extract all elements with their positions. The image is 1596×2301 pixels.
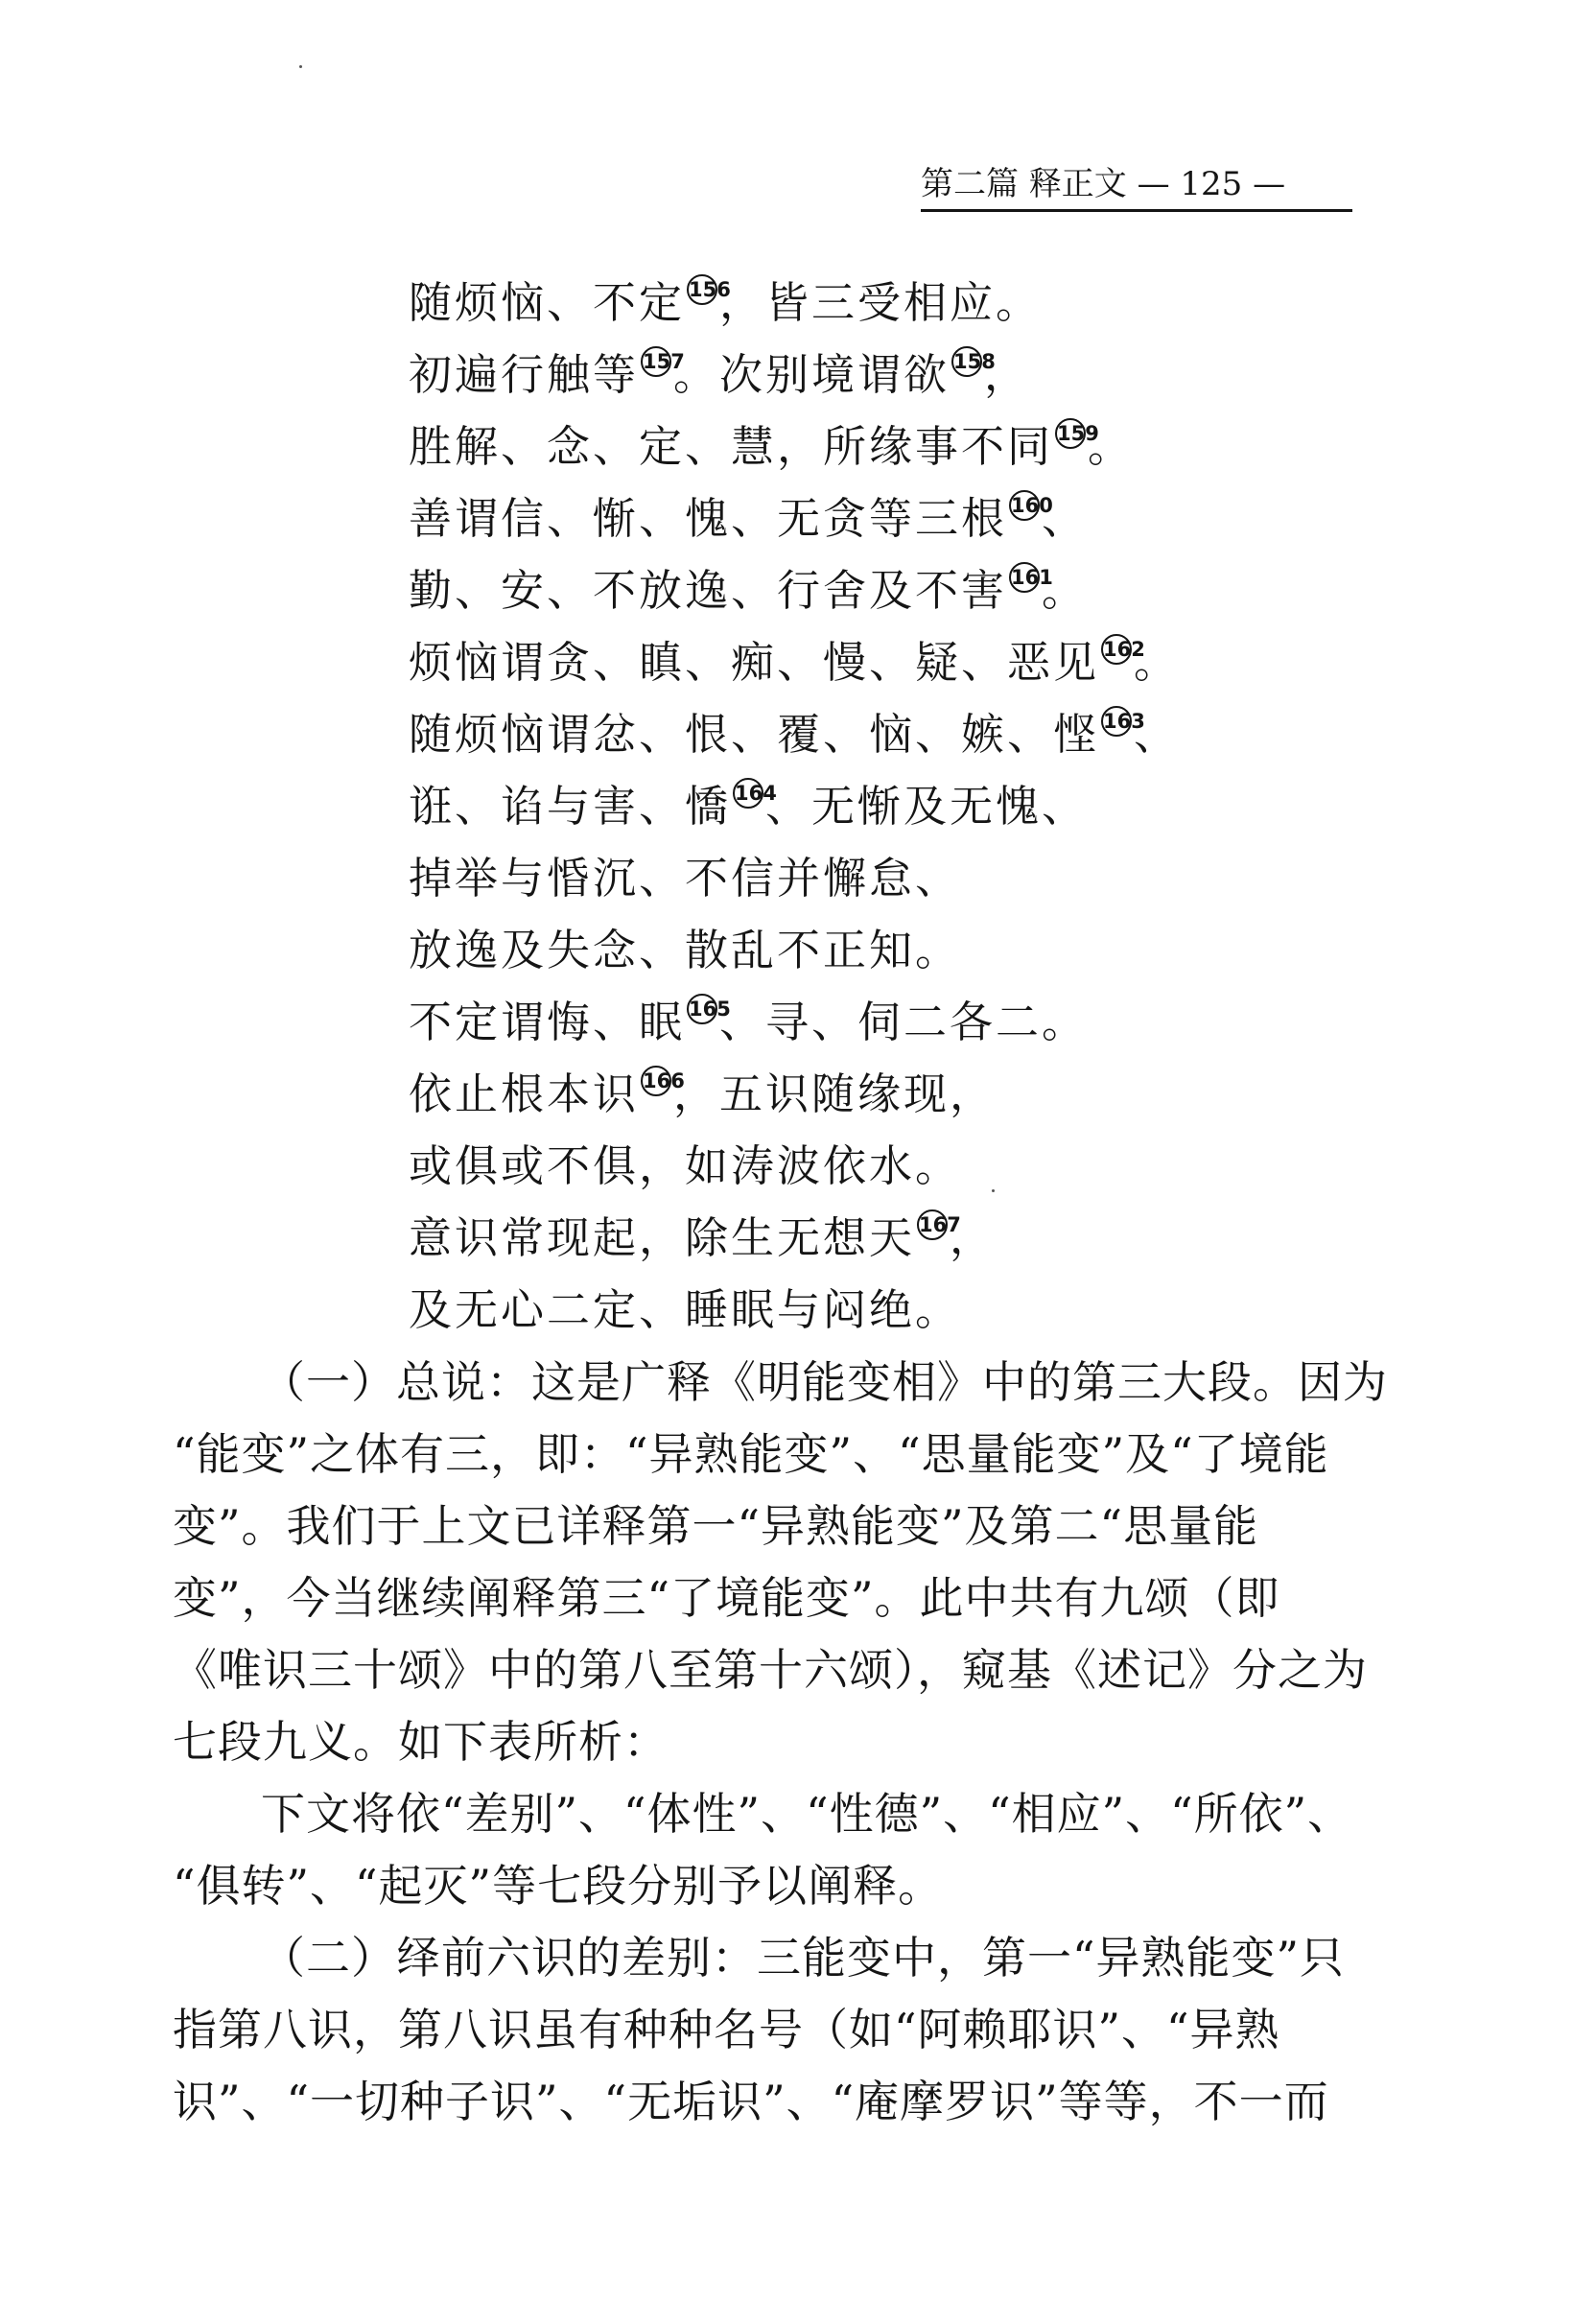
verse-text: ，皆三受相应。 [719,277,1043,328]
footnote-marker: 165 [687,994,717,1024]
verse-line [409,914,1368,986]
verse-text: 胜解、念、定、慧，所缘事不同 [409,421,1054,472]
verse-text: 勤、安、不放逸、行舍及不害 [409,565,1008,616]
footnote-marker: 163 [1101,706,1132,737]
footnote-marker: 160 [1009,490,1040,521]
verse-line [409,842,1368,914]
verse-text: ，五识随缘现， [673,1068,997,1119]
verse-line [409,1130,1368,1202]
verse-text: 随烦恼、不定 [409,277,686,328]
verse-text: 意识常现起，除生无想天 [409,1212,916,1263]
verse-text: 善谓信、惭、愧、无贪等三根 [409,493,1008,544]
verse-text: 或俱或不俱，如涛波依水。 [409,1140,962,1191]
verse-text: 、寻、伺二各二。 [719,997,1089,1047]
prose-line: 下文将依“差别”、“体性”、“性德”、“相应”、“所依”、 [261,1788,1353,1840]
verse-line [409,1058,1368,1130]
footnote-marker: 164 [733,778,763,809]
verse-text: 依止根本识 [409,1068,640,1119]
verse-text: 放逸及失念、散乱不正知。 [409,925,962,975]
prose-line: 指第八识，第八识虽有种种名号（如“阿赖耶识”、“异熟 [173,2004,1280,2055]
verse-line [409,1202,1368,1274]
verse-text: 掉举与惛沉、不信并懈怠、 [409,853,962,904]
prose-line: 《唯识三十颂》中的第八至第十六颂），窥基《述记》分之为 [173,1644,1368,1696]
verse-line [409,770,1368,842]
verse-line [409,626,1368,698]
footnote-marker: 162 [1101,634,1132,665]
verse-text: 、 [1042,493,1089,544]
prose-line: （二）绎前六识的差别：三能变中，第一“异熟能变”只 [261,1932,1346,1984]
footnote-marker: 157 [641,346,671,377]
prose-line: （一）总说：这是广释《明能变相》中的第三大段。因为 [261,1356,1388,1408]
verse-text: 诳、谄与害、憍 [409,781,732,832]
verse-line [409,698,1368,770]
verse-line [409,1274,1368,1346]
running-header: 第二篇 释正文 — 125 — [921,163,1352,212]
verse-text: ， [950,1212,997,1263]
verse-text: 初遍行触等 [409,349,640,400]
footnote-marker: 167 [917,1209,948,1240]
verse-line [409,339,1368,411]
verse-text: 、无惭及无愧、 [765,781,1089,832]
verse-text: 及无心二定、睡眠与闷绝。 [409,1284,962,1335]
verse-text: 、 [1134,709,1181,760]
prose-block [173,1347,1388,2138]
scan-speck [299,65,302,68]
verse-text: 。次别境谓欲 [673,349,951,400]
prose-line: 七段九义。如下表所析： [173,1716,669,1768]
verse-text: 烦恼谓贪、瞋、痴、慢、疑、恶见 [409,637,1100,688]
prose-line: “俱转”、“起灭”等七段分别予以阐释。 [173,1860,944,1912]
verse-line [409,986,1368,1058]
verse-text: 。 [1088,421,1135,472]
prose-line: 变”，今当继续阐释第三“了境能变”。此中共有九颂（即 [173,1572,1280,1624]
verse-block [409,267,1368,1346]
footnote-marker: 161 [1009,562,1040,593]
verse-text: 。 [1134,637,1181,688]
prose-line: 变”。我们于上文已详释第一“异熟能变”及第二“思量能 [173,1500,1259,1552]
footnote-marker: 158 [951,346,982,377]
verse-text: ， [984,349,1031,400]
verse-line [409,482,1368,554]
verse-text: 随烦恼谓忿、恨、覆、恼、嫉、悭 [409,709,1100,760]
verse-text: 不定谓悔、眠 [409,997,686,1047]
footnote-marker: 156 [687,274,717,305]
verse-line [409,411,1368,482]
prose-line: “能变”之体有三，即：“异熟能变”、“思量能变”及“了境能 [173,1428,1329,1480]
verse-line [409,554,1368,626]
verse-text: 。 [1042,565,1089,616]
verse-line [409,267,1368,339]
footnote-marker: 166 [641,1066,671,1096]
prose-line: 识”、“一切种子识”、“无垢识”、“庵摩罗识”等等，不一而 [173,2076,1329,2127]
footnote-marker: 159 [1055,418,1086,449]
